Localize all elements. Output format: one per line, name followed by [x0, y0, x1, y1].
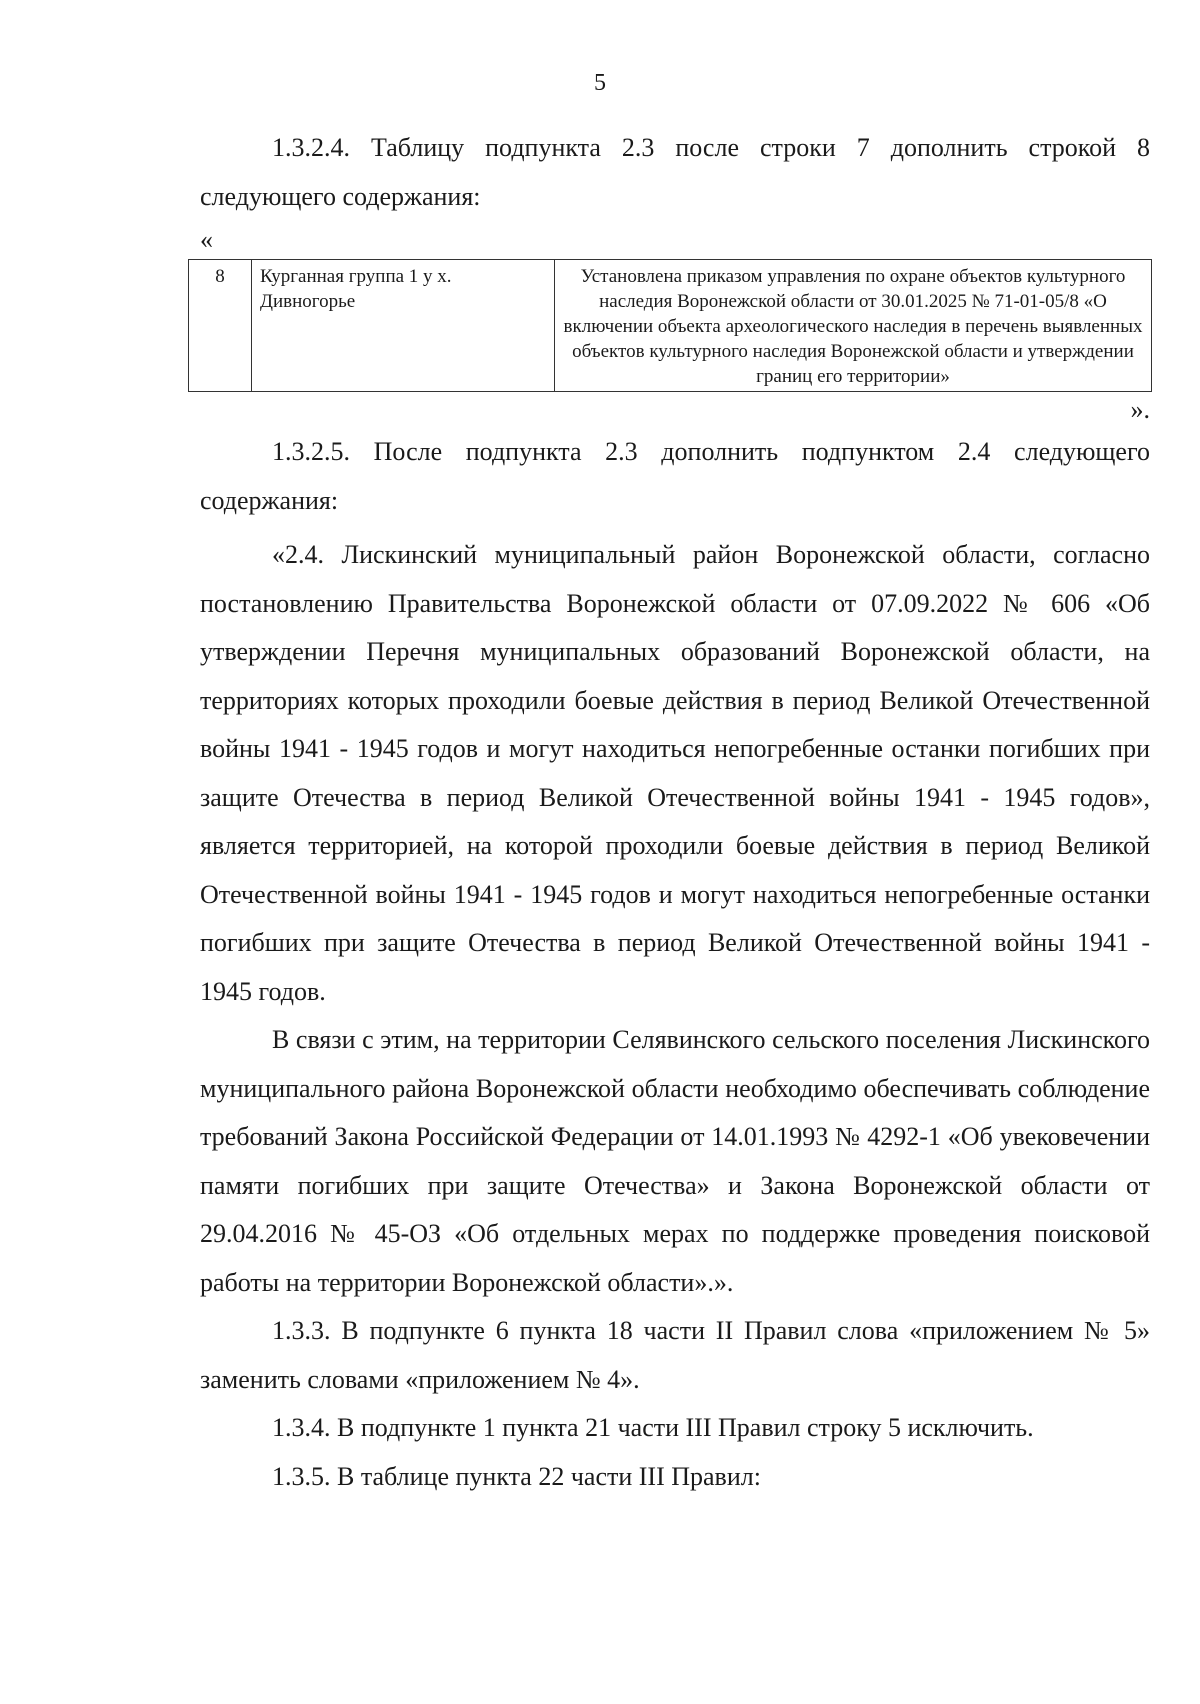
table-cell-basis: Установлена приказом управления по охране объектов культурного наследия Воронежской области от 30.01.2025 № 71-01-05/8 «О включении объекта археологического наследия в перечень выявленных объектов культурного наследия Воронежской области и утверждении границ его территории»	[555, 260, 1152, 392]
paragraph-in-this-regard: В связи с этим, на территории Селявинского сельского поселения Лискинского муниципального района Воронежской области необходимо обеспечивать соблюдение требований Закона Российской Федерации от 14.01.1993 № 4292-1 «Об увековечении памяти погибших при защите Отечества» и Закона Воронежской области от 29.04.2016 № 45-ОЗ «Об отдельных мерах по поддержке проведения поисковой работы на территории Воронежской области».».	[200, 1025, 1150, 1297]
paragraph-1-3-5: 1.3.5. В таблице пункта 22 части III Правил:	[272, 1461, 761, 1491]
paragraph-1-3-4: 1.3.4. В подпункте 1 пункта 21 части III Правил строку 5 исключить.	[272, 1413, 1034, 1442]
paragraph-2-4: «2.4. Лискинский муниципальный район Воронежской области, согласно постановлению Правительства Воронежской области от 07.09.2022 № 606 «Об утверждении Перечня муниципальных образований Воронежской области, на территориях которых проходили боевые действия в период Великой Отечественной войны 1941 - 1945 годов и могут находиться непогребенные останки погибших при защите Отечества в период Великой Отечественной войны 1941 - 1945 годов», является территорией, на которой проходили боевые действия в период Великой Отечественной войны 1941 - 1945 годов и могут находиться непогребенные останки погибших при защите Отечества в период Великой Отечественной войны 1941 - 1945 годов.	[200, 540, 1150, 1006]
paragraph-1-3-3: 1.3.3. В подпункте 6 пункта 18 части II Правил слова «приложением № 5» заменить словами «приложением № 4».	[200, 1316, 1150, 1394]
table-row	[189, 260, 1152, 392]
table-cell-object-name: Курганная группа 1 у х. Дивногорье	[252, 260, 555, 392]
closing-quote: ».	[1130, 395, 1150, 424]
opening-quote: «	[200, 225, 213, 254]
inserted-table	[188, 259, 1152, 392]
page-number: 5	[594, 70, 606, 96]
table-cell-number: 8	[189, 260, 252, 392]
paragraph-1-3-2-5: 1.3.2.5. После подпункта 2.3 дополнить подпунктом 2.4 следующего содержания:	[200, 437, 1150, 515]
paragraph-1-3-2-4: 1.3.2.4. Таблицу подпункта 2.3 после строки 7 дополнить строкой 8 следующего содержания:	[200, 133, 1150, 211]
document-body	[200, 124, 1150, 1501]
